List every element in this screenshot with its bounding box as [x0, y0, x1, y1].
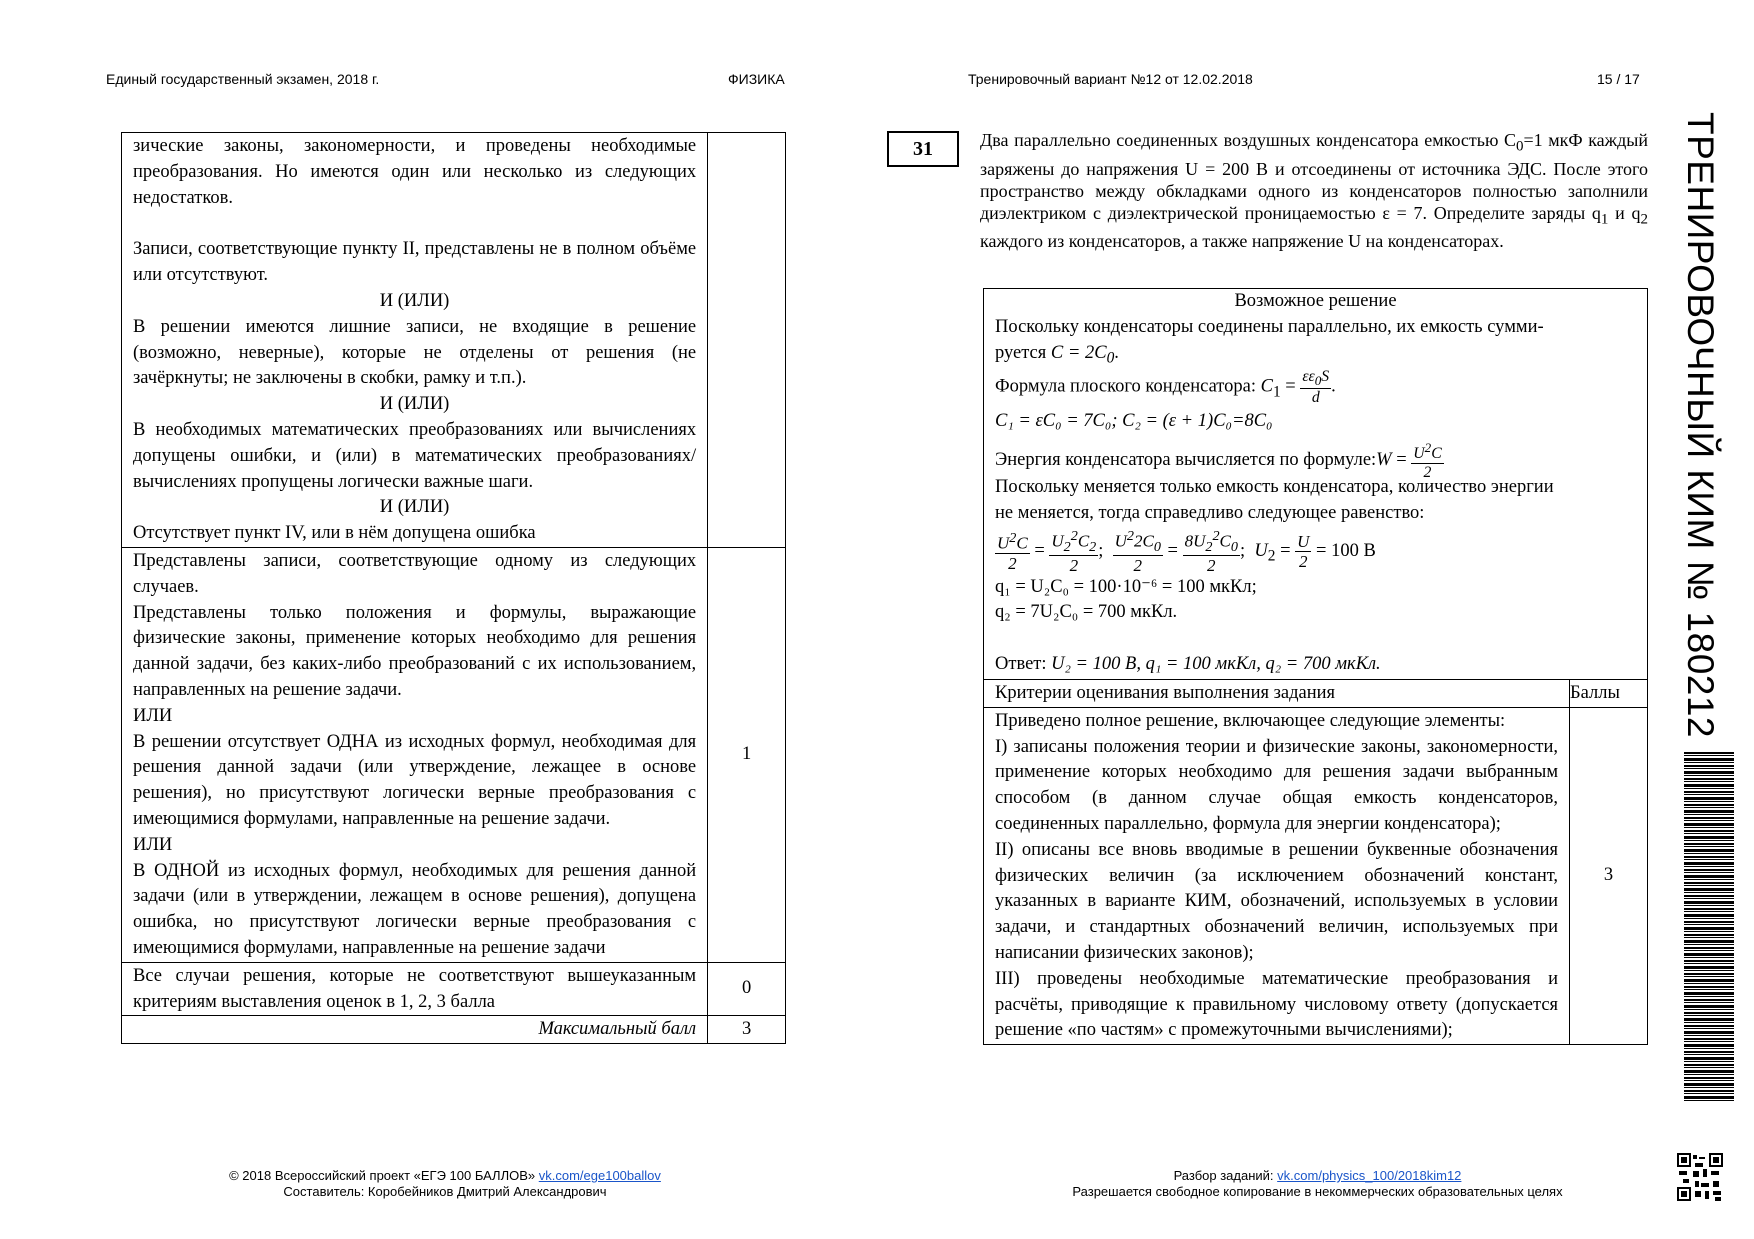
- criteria-row-2-p3: В решении имеются лишние записи, не входящие в решение (возможно, неверные), которые не отделены от решения (не зачёркнуты; не заключены в скобки, рамку и т.п.).: [133, 316, 697, 389]
- footer-vk-link[interactable]: vk.com/ege100ballov: [538, 1168, 661, 1183]
- header-exam: Единый государственный экзамен, 2018 г.: [106, 71, 380, 87]
- criteria-row-2-p1: зические законы, закономерности, и проведены необходимые преобразования. Но имеются один или несколько из следующих недостатков.: [133, 136, 697, 208]
- criteria-row-3-p3: II) описаны все вновь вводимые в решении буквенные обозначения физических величин (за исключением обозначений констант, указанных в варианте КИМ, обозначений, используемых в условии задачи, и стандартных обозначений величин, используемых при написании физических законов);: [995, 839, 1559, 963]
- criteria-row-0-points: 0: [708, 962, 786, 1016]
- header-page-number: 15 / 17: [1597, 71, 1640, 87]
- solution-answer: [995, 654, 1636, 675]
- criteria-row-3-p4: III) проведены необходимые математические преобразования и расчёты, приводящие к правильному числовому ответу (допускается решение «по частям» с промежуточными вычислениями);: [995, 968, 1559, 1041]
- criteria-row-3-points: 3: [1570, 707, 1648, 1044]
- criteria-row-2-text: [122, 133, 708, 548]
- barcode: [1684, 752, 1734, 1102]
- points-header: Баллы: [1570, 680, 1648, 708]
- criteria-row-2-or: И (ИЛИ): [379, 497, 450, 518]
- task-sub: 1: [1600, 211, 1609, 228]
- criteria-header: Критерии оценивания выполнения задания: [984, 680, 1570, 708]
- task-sub: 2: [1640, 211, 1648, 228]
- criteria-row-2-or: И (ИЛИ): [379, 290, 450, 311]
- solution-line-6: Поскольку меняется только емкость конденсатора, количество энергии: [995, 477, 1554, 497]
- footer-analysis-link[interactable]: vk.com/physics_100/2018kim12: [1277, 1168, 1462, 1183]
- criteria-row-1-points: 1: [708, 547, 786, 962]
- u2-result: = 100 В: [1316, 540, 1376, 561]
- qr-code: [1677, 1153, 1723, 1201]
- task-text: Два параллельно соединенных воздушных конденсатора емкостью C: [980, 130, 1517, 150]
- criteria-row-1-p1: Представлены записи, соответствующие одному из следующих случаев.: [133, 550, 697, 597]
- task-statement: [980, 129, 1648, 252]
- criteria-row-3-p2: I) записаны положения теории и физические законы, закономерности, применение которых необходимо для решения задачи выбранным способом (в данном случае общая емкость конденсаторов, соединенных параллельно, формула для энергии конденсатора);: [995, 736, 1559, 834]
- solution-block: [983, 288, 1648, 680]
- solution-line-2-text: руется: [995, 343, 1051, 363]
- right-criteria-table: [983, 679, 1648, 1045]
- max-score-points: 3: [708, 1016, 786, 1044]
- footer-right: [990, 1168, 1645, 1200]
- criteria-row-2-p4: В необходимых математических преобразованиях или вычислениях допущены ошибки, и (или) в математических преобразованиях/ вычислениях пропущены логически важные шаги.: [133, 419, 697, 492]
- criteria-row-2-points: [708, 133, 786, 548]
- formula-capacitances: C₁ = εC₀ = 7C₀; C₂ = (ε + 1)C₀=8C₀: [995, 411, 1273, 431]
- solution-title: Возможное решение: [1234, 291, 1397, 311]
- criteria-row-1-or: ИЛИ: [133, 705, 173, 726]
- formula-q2: q₂ = 7U₂C₀ = 700 мкКл.: [995, 602, 1178, 622]
- footer-author: Составитель: Коробейников Дмитрий Александрович: [283, 1184, 607, 1199]
- criteria-row-1-p2: Представлены только положения и формулы, выражающие физические законы, применение которых необходимо для решения данной задачи, без каких-либо преобразований с их использованием, направленных на решение задачи.: [133, 602, 697, 700]
- criteria-row-1: [122, 547, 786, 962]
- solution-line-2: руется $C = 2C_0$.: [995, 343, 1119, 367]
- criteria-row-0: [122, 962, 786, 1016]
- task-text: =1 мкФ каждый заряжены до напряжения U = 200 В и отсоединены от источника ЭДС. После этого пространство между обкладками одного из конденсаторов полностью заполнили диэлектриком с диэлектрической проницаемостью ε = 7. Определите заряды q: [980, 130, 1648, 223]
- criteria-header-row: [984, 680, 1648, 708]
- answer-label: Ответ:: [995, 654, 1052, 674]
- criteria-row-1-p4: В ОДНОЙ из исходных формул, необходимых для решения данной задачи (или в утверждении, лежащем в основе решения), допущена ошибка, но присутствуют логически верные преобразования с имеющимися формулами, направленные на решение задачи: [133, 860, 697, 958]
- footer-note: Разрешается свободное копирование в некоммерческих образовательных целях: [1072, 1184, 1563, 1199]
- solution-line-3: Формула плоского конденсатора: $C_1$ = $\frac{\varepsilon\varepsilon_0S}{d}$ .: [995, 368, 1336, 407]
- task-text: и q: [1608, 202, 1641, 223]
- footer-copyright-text: © 2018 Всероссийский проект «ЕГЭ 100 БАЛЛОВ»: [229, 1168, 539, 1183]
- criteria-row-2-p2: Записи, соответствующие пункту II, представлены не в полном объёме или отсутствуют.: [133, 239, 697, 286]
- criteria-row-2-p5: Отсутствует пункт IV, или в нём допущена ошибка: [133, 523, 536, 544]
- left-criteria-table: [121, 132, 786, 1044]
- criteria-row-0-text: Все случаи решения, которые не соответствуют вышеуказанным критериям выставления оценок в 1, 2, 3 балла: [122, 962, 708, 1016]
- criteria-row-1-text: [122, 547, 708, 962]
- side-label: [1660, 111, 1740, 739]
- footer-analysis-text: Разбор заданий:: [1173, 1168, 1278, 1183]
- header-subject: ФИЗИКА: [728, 71, 785, 87]
- max-score-label: Максимальный балл: [122, 1016, 708, 1044]
- solution-line-5: Энергия конденсатора вычисляется по формуле:W = $\frac{U^2C}{2}$: [995, 440, 1442, 481]
- formula-sum-capacitance: C = 2C: [1050, 343, 1107, 363]
- max-score-row: [122, 1016, 786, 1044]
- solution-line-7: не меняется, тогда справедливо следующее равенство:: [995, 503, 1425, 523]
- task-number-box: 31: [887, 131, 959, 167]
- side-label-text: ТРЕНИРОВОЧНЫЙ КИМ № 180212: [1680, 111, 1721, 739]
- criteria-row-3: [984, 707, 1648, 1044]
- solution-line-3-text: Формула плоского конденсатора:: [995, 376, 1261, 397]
- solution-line-1: Поскольку конденсаторы соединены параллельно, их емкость сумми-: [995, 317, 1544, 337]
- criteria-row-2-or: И (ИЛИ): [379, 394, 450, 415]
- footer-copyright: [150, 1168, 740, 1184]
- footer-analysis: [990, 1168, 1645, 1184]
- criteria-row-3-p1: Приведено полное решение, включающее следующие элементы:: [995, 710, 1506, 731]
- header-variant: Тренировочный вариант №12 от 12.02.2018: [968, 71, 1253, 87]
- criteria-row-3-text: [984, 707, 1570, 1044]
- formula-q1: q₁ = U₂C₀ = 100·10⁻⁶ = 100 мкКл;: [995, 577, 1257, 597]
- formula-energy-equality: $\frac{U^2C}{2}$ = $\frac{U_2^2C_2}{2}$ ; $\frac{U^22C_0}{2}$ = $\frac{8U_2^2C_0}{2}$ ; $U_2$ = $\frac{U}{2}$ = 100 В: [997, 528, 1376, 576]
- criteria-row-1-p3: В решении отсутствует ОДНА из исходных формул, необходимая для решения данной задачи (или утверждение, лежащее в основе решения), но присутствуют логически верные преобразования с имеющимися формулами, направленные на решение задачи.: [133, 731, 697, 829]
- criteria-row-1-or: ИЛИ: [133, 834, 173, 855]
- footer-left: [150, 1168, 740, 1200]
- solution-line-5-text: Энергия конденсатора вычисляется по формуле:: [995, 450, 1377, 471]
- criteria-row-2: [122, 133, 786, 548]
- task-sub: 0: [1516, 138, 1524, 155]
- task-text: каждого из конденсаторов, а также напряжение U на конденсаторах.: [980, 231, 1504, 252]
- answer-value: U₂ = 100 В, q₁ = 100 мкКл, q₂ = 700 мкКл.: [1051, 654, 1381, 674]
